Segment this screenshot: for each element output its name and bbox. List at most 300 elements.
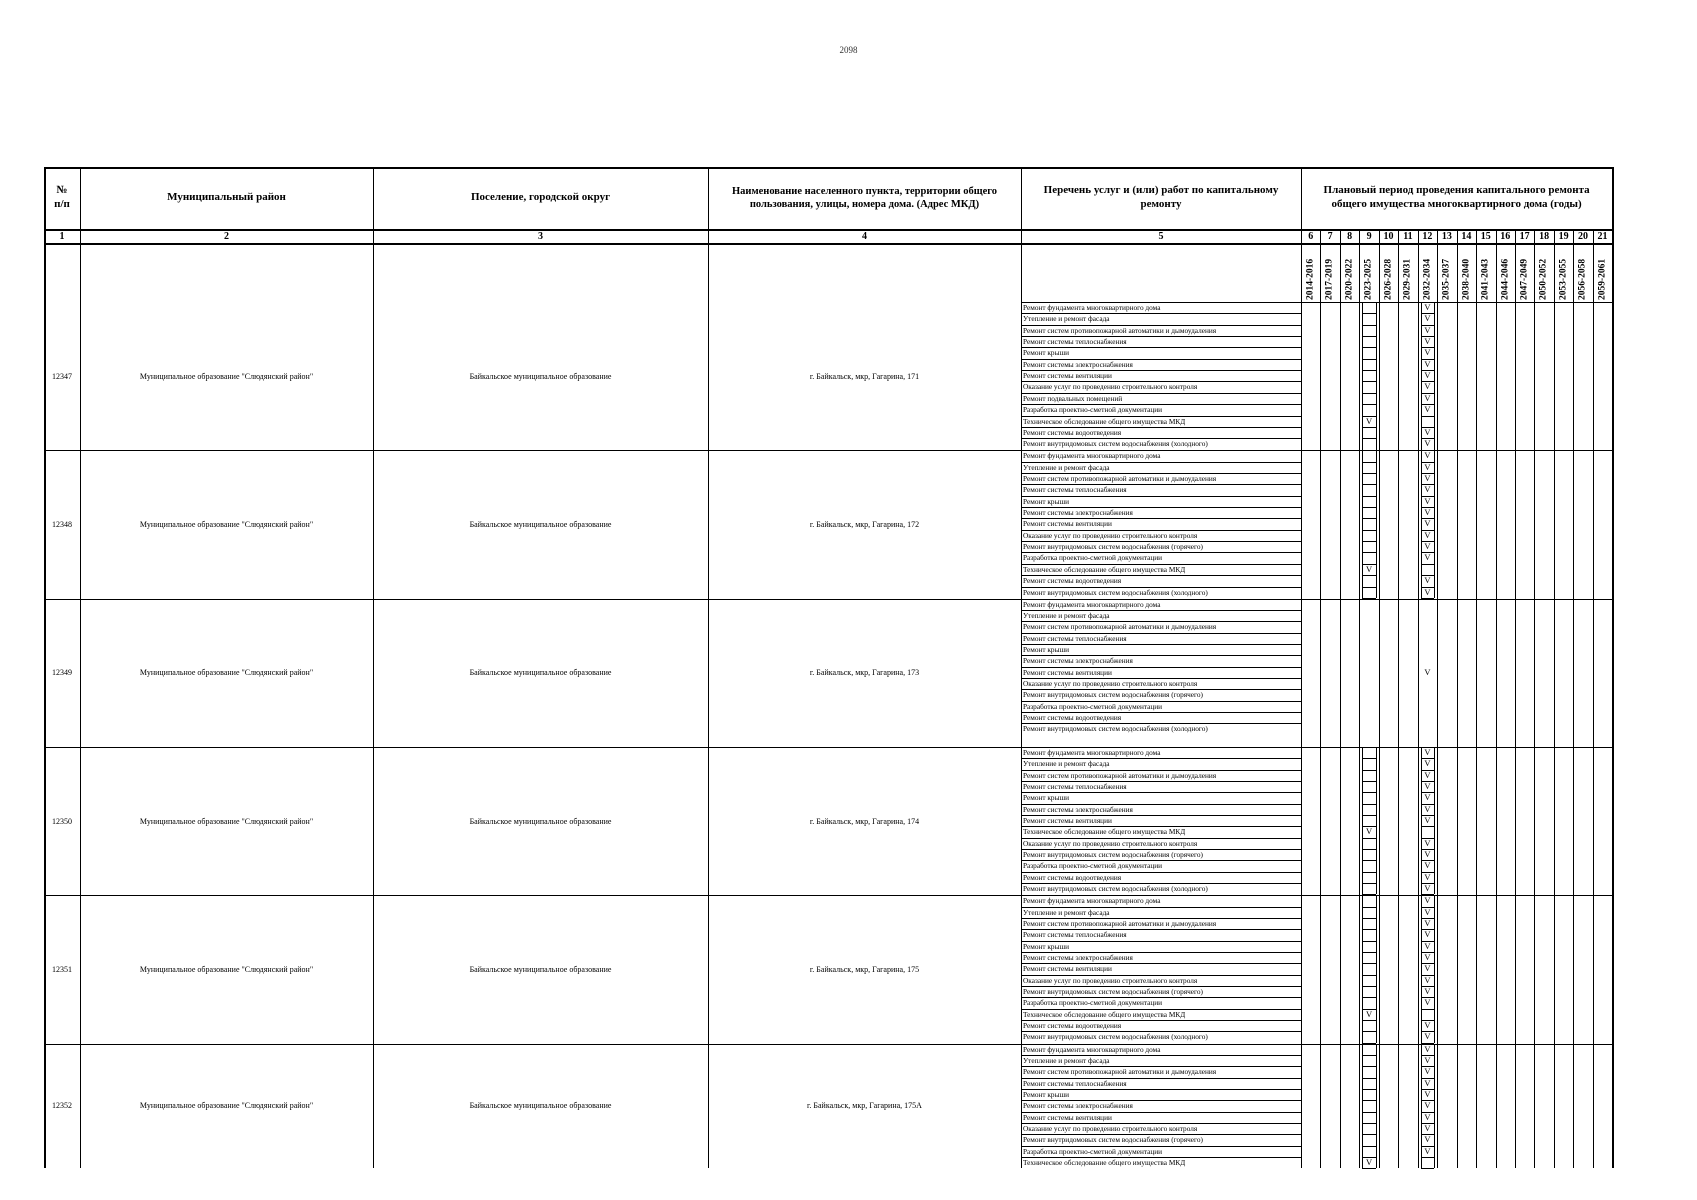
- plan-mark: V: [1424, 837, 1431, 848]
- service-item: Ремонт подвальных помещений: [1023, 393, 1123, 403]
- plan-mark: V: [1424, 803, 1431, 814]
- period-row-line: [1362, 1020, 1375, 1021]
- period-row-line: [1421, 575, 1434, 576]
- period-row-line: [1421, 336, 1434, 337]
- service-row-line: [1021, 610, 1301, 611]
- period-row-line: [1362, 1031, 1375, 1032]
- plan-mark: V: [1424, 552, 1431, 563]
- period-row-line: [1421, 518, 1434, 519]
- column-number: 16: [1500, 231, 1511, 242]
- period-sub-line: [1434, 1044, 1435, 1169]
- service-item: Оказание услуг по проведению строительного контроля: [1023, 530, 1198, 540]
- service-item: Ремонт системы электроснабжения: [1023, 656, 1133, 666]
- period-sub-line: [1362, 895, 1363, 1043]
- service-row-line: [1021, 1031, 1301, 1032]
- plan-mark: V: [1424, 450, 1431, 461]
- service-item: Ремонт крыши: [1023, 793, 1070, 803]
- column-number: 10: [1383, 231, 1394, 242]
- period-row-line: [1362, 1168, 1375, 1169]
- period-sub-line: [1421, 895, 1422, 1043]
- period-row-line: [1362, 564, 1375, 565]
- plan-mark: V: [1424, 438, 1431, 449]
- service-row-line: [1021, 883, 1301, 884]
- service-row-line: [1021, 952, 1301, 953]
- plan-mark: V: [1424, 746, 1431, 757]
- column-number: 1: [59, 231, 65, 242]
- service-row-line: [1021, 1055, 1301, 1056]
- year-column-border: [1359, 229, 1360, 1168]
- period-row-line: [1362, 1157, 1375, 1158]
- period-row-line: [1421, 393, 1434, 394]
- record-separator: [44, 895, 1612, 896]
- column-number: 2: [224, 231, 229, 242]
- plan-mark: V: [1424, 575, 1431, 586]
- period-sub-line: [1421, 1044, 1422, 1169]
- plan-mark: V: [1424, 860, 1431, 871]
- period-row-line: [1421, 530, 1434, 531]
- service-row-line: [1021, 347, 1301, 348]
- record-separator: [44, 1044, 1612, 1045]
- year-label: 2014-2016: [1305, 258, 1316, 300]
- period-row-line: [1421, 1066, 1434, 1067]
- service-row-line: [1021, 370, 1301, 371]
- header-district: Муниципальный район: [167, 191, 286, 204]
- period-row-line: [1421, 781, 1434, 782]
- plan-mark: V: [1424, 667, 1431, 678]
- table-top-border: [44, 167, 1612, 169]
- plan-mark: V: [1424, 1122, 1431, 1133]
- year-column-border: [1340, 229, 1341, 1168]
- plan-mark: V: [1424, 929, 1431, 940]
- period-row-line: [1362, 462, 1375, 463]
- service-item: Ремонт систем противопожарной автоматики и дымоудаления: [1023, 325, 1217, 335]
- service-item: Утепление и ремонт фасада: [1023, 1055, 1110, 1065]
- service-row-line: [1021, 758, 1301, 759]
- plan-mark: V: [1424, 815, 1431, 825]
- service-item: Ремонт системы вентиляции: [1023, 964, 1112, 974]
- period-row-line: [1421, 975, 1434, 976]
- service-row-line: [1021, 1009, 1301, 1010]
- service-item: Утепление и ремонт фасада: [1023, 314, 1110, 324]
- record-num: 12352: [52, 1101, 72, 1111]
- service-item: Оказание услуг по проведению строительного контроля: [1023, 1123, 1198, 1133]
- period-row-line: [1421, 1100, 1434, 1101]
- period-row-line: [1421, 941, 1434, 942]
- service-row-line: [1021, 781, 1301, 782]
- period-row-line: [1362, 1055, 1375, 1056]
- record-settlement: Байкальское муниципальное образование: [469, 668, 612, 678]
- service-row-line: [1021, 1146, 1301, 1147]
- service-item: Ремонт внутридомовых систем водоснабжения (горячего): [1023, 1135, 1203, 1145]
- period-row-line: [1362, 1100, 1375, 1101]
- period-sub-line: [1434, 747, 1435, 895]
- service-row-line: [1021, 644, 1301, 645]
- record-address: г. Байкальск, мкр, Гагарина, 175: [809, 964, 920, 974]
- period-row-line: [1421, 838, 1434, 839]
- period-sub-line: [1362, 450, 1363, 598]
- service-item: Утепление и ремонт фасада: [1023, 907, 1110, 917]
- service-row-line: [1021, 1157, 1301, 1158]
- service-row-line: [1021, 1123, 1301, 1124]
- period-row-line: [1421, 929, 1434, 930]
- period-row-line: [1421, 758, 1434, 759]
- column-border: [708, 167, 709, 1168]
- service-item: Ремонт фундамента многоквартирного дома: [1023, 747, 1161, 757]
- period-sub-line: [1421, 450, 1422, 598]
- plan-mark: V: [1424, 792, 1431, 803]
- period-row-line: [1421, 1009, 1434, 1010]
- period-row-line: [1421, 484, 1434, 485]
- service-row-line: [1021, 1020, 1301, 1021]
- period-row-line: [1362, 1112, 1375, 1113]
- plan-mark: V: [1424, 1031, 1431, 1042]
- period-row-line: [1421, 564, 1434, 565]
- plan-mark: V: [1424, 963, 1431, 974]
- period-row-line: [1421, 1020, 1434, 1021]
- plan-mark: V: [1424, 1100, 1431, 1111]
- period-row-line: [1362, 997, 1375, 998]
- column-border: [80, 167, 81, 1168]
- service-item: Ремонт крыши: [1023, 941, 1070, 951]
- year-column-border: [1554, 229, 1555, 1168]
- period-row-line: [1421, 1134, 1434, 1135]
- service-row-line: [1021, 336, 1301, 337]
- plan-mark: V: [1424, 1134, 1431, 1145]
- service-item: Техническое обследование общего имущества МКД: [1023, 1009, 1186, 1019]
- period-row-line: [1421, 883, 1434, 884]
- service-item: Ремонт системы теплоснабжения: [1023, 781, 1127, 791]
- service-item: Оказание услуг по проведению строительного контроля: [1023, 975, 1198, 985]
- record-num: 12348: [52, 519, 72, 529]
- header-num: № п/п: [54, 184, 70, 210]
- period-sub-line: [1376, 1044, 1377, 1169]
- service-row-line: [1021, 427, 1301, 428]
- service-row-line: [1021, 621, 1301, 622]
- period-row-line: [1421, 496, 1434, 497]
- column-number: 4: [862, 231, 867, 242]
- plan-mark: V: [1424, 313, 1431, 324]
- record-settlement: Байкальское муниципальное образование: [469, 816, 612, 826]
- service-item: Разработка проектно-сметной документации: [1023, 861, 1163, 871]
- year-label: 2038-2040: [1461, 258, 1472, 300]
- year-column-border: [1534, 229, 1535, 1168]
- service-item: Ремонт системы вентиляции: [1023, 667, 1112, 677]
- period-row-line: [1421, 438, 1434, 439]
- column-border: [44, 167, 46, 1168]
- period-row-line: [1421, 370, 1434, 371]
- period-sub-line: [1434, 450, 1435, 598]
- service-row-line: [1021, 325, 1301, 326]
- period-row-line: [1362, 918, 1375, 919]
- table-right-border: [1612, 167, 1614, 229]
- service-item: Оказание услуг по проведению строительного контроля: [1023, 679, 1198, 689]
- period-row-line: [1362, 325, 1375, 326]
- service-item: Ремонт фундамента многоквартирного дома: [1023, 303, 1161, 312]
- header-address: Наименование населенного пункта, территории общего пользования, улицы, номера дома. (Адрес МКД): [731, 185, 997, 210]
- period-row-line: [1362, 770, 1375, 771]
- plan-mark: V: [1424, 586, 1431, 597]
- period-row-line: [1362, 963, 1375, 964]
- service-row-line: [1021, 484, 1301, 485]
- plan-mark: V: [1424, 906, 1431, 917]
- period-row-line: [1362, 975, 1375, 976]
- year-column-border: [1418, 229, 1419, 1168]
- period-row-line: [1362, 849, 1375, 850]
- plan-mark: V: [1424, 1066, 1431, 1077]
- year-label: 2023-2025: [1364, 258, 1375, 300]
- plan-mark: V: [1365, 415, 1373, 426]
- service-row-line: [1021, 804, 1301, 805]
- service-row-line: [1021, 678, 1301, 679]
- period-row-line: [1362, 883, 1375, 884]
- service-row-line: [1021, 313, 1301, 314]
- service-row-line: [1021, 633, 1301, 634]
- period-sub-line: [1362, 1044, 1363, 1169]
- period-row-line: [1421, 416, 1434, 417]
- record-address: г. Байкальск, мкр, Гагарина, 175А: [807, 1101, 922, 1111]
- period-row-line: [1421, 907, 1434, 908]
- service-item: Ремонт систем противопожарной автоматики и дымоудаления: [1023, 770, 1217, 780]
- plan-mark: V: [1424, 940, 1431, 951]
- period-row-line: [1421, 986, 1434, 987]
- service-item: Ремонт системы теплоснабжения: [1023, 337, 1127, 347]
- period-row-line: [1362, 826, 1375, 827]
- service-item: Ремонт системы водоотведения: [1023, 427, 1122, 437]
- column-number-bottom-line: [44, 243, 1612, 245]
- plan-mark: V: [1424, 1020, 1431, 1031]
- column-number: 19: [1558, 231, 1569, 242]
- header-period: Плановый период проведения капитального ремонта общего имущества многоквартирного дома (годы): [1323, 184, 1590, 210]
- column-border: [373, 167, 374, 1168]
- period-sub-line: [1421, 747, 1422, 895]
- plan-mark: V: [1424, 370, 1431, 381]
- period-row-line: [1362, 781, 1375, 782]
- service-row-line: [1021, 655, 1301, 656]
- plan-mark: V: [1424, 997, 1431, 1008]
- year-column-border: [1457, 229, 1458, 1168]
- plan-mark: V: [1424, 1111, 1431, 1122]
- service-item: Ремонт внутридомовых систем водоснабжения (горячего): [1023, 850, 1203, 860]
- service-item: Ремонт крыши: [1023, 348, 1070, 358]
- service-row-line: [1021, 541, 1301, 542]
- period-row-line: [1362, 393, 1375, 394]
- period-row-line: [1421, 963, 1434, 964]
- service-item: Ремонт системы теплоснабжения: [1023, 1078, 1127, 1088]
- service-row-line: [1021, 792, 1301, 793]
- column-number: 3: [538, 231, 543, 242]
- record-address: г. Байкальск, мкр, Гагарина, 171: [809, 371, 920, 381]
- period-row-line: [1421, 997, 1434, 998]
- record-num: 12347: [52, 371, 72, 381]
- service-row-line: [1021, 1100, 1301, 1101]
- period-sub-line: [1434, 302, 1435, 450]
- service-row-line: [1021, 1066, 1301, 1067]
- plan-mark: V: [1424, 986, 1431, 996]
- service-row-line: [1021, 1134, 1301, 1135]
- service-row-line: [1021, 381, 1301, 382]
- column-number: 7: [1327, 231, 1333, 242]
- service-row-line: [1021, 997, 1301, 998]
- plan-mark: V: [1424, 1145, 1431, 1156]
- plan-mark: V: [1424, 1088, 1431, 1099]
- service-item: Ремонт систем противопожарной автоматики и дымоудаления: [1023, 1067, 1217, 1077]
- period-row-line: [1362, 804, 1375, 805]
- period-row-line: [1362, 473, 1375, 474]
- record-settlement: Байкальское муниципальное образование: [469, 1101, 612, 1111]
- service-item: Ремонт системы электроснабжения: [1023, 952, 1133, 962]
- period-row-line: [1421, 849, 1434, 850]
- plan-mark: V: [1424, 347, 1431, 358]
- year-label: 2029-2031: [1402, 258, 1413, 300]
- service-item: Ремонт системы электроснабжения: [1023, 359, 1133, 369]
- year-column-border: [1593, 229, 1594, 1168]
- record-num: 12349: [52, 668, 72, 678]
- column-number: 8: [1347, 231, 1353, 242]
- period-row-line: [1362, 438, 1375, 439]
- service-item: Ремонт системы теплоснабжения: [1023, 485, 1127, 495]
- service-row-line: [1021, 723, 1301, 724]
- plan-mark: V: [1424, 895, 1431, 906]
- period-row-line: [1421, 860, 1434, 861]
- record-address: г. Байкальск, мкр, Гагарина, 173: [809, 668, 920, 678]
- period-row-line: [1362, 792, 1375, 793]
- period-row-line: [1421, 473, 1434, 474]
- plan-mark: V: [1424, 541, 1431, 552]
- service-row-line: [1021, 575, 1301, 576]
- period-row-line: [1362, 552, 1375, 553]
- service-item: Разработка проектно-сметной документации: [1023, 701, 1163, 711]
- period-row-line: [1421, 1031, 1434, 1032]
- period-row-line: [1421, 1055, 1434, 1056]
- year-column-border: [1437, 229, 1438, 1168]
- service-item: Ремонт системы водоотведения: [1023, 872, 1122, 882]
- column-number: 18: [1539, 231, 1550, 242]
- service-item: Ремонт системы вентиляции: [1023, 816, 1112, 825]
- record-num: 12350: [52, 816, 72, 826]
- year-column-border: [1320, 229, 1321, 1168]
- service-row-line: [1021, 438, 1301, 439]
- record-settlement: Байкальское муниципальное образование: [469, 371, 612, 381]
- record-separator: [44, 599, 1612, 600]
- service-row-line: [1021, 860, 1301, 861]
- service-item: Ремонт системы теплоснабжения: [1023, 633, 1127, 643]
- service-row-line: [1021, 770, 1301, 771]
- service-row-line: [1021, 507, 1301, 508]
- column-number: 15: [1480, 231, 1491, 242]
- year-column-border: [1573, 229, 1574, 1168]
- plan-mark: V: [1424, 336, 1431, 347]
- service-row-line: [1021, 815, 1301, 816]
- period-row-line: [1421, 381, 1434, 382]
- header-bottom-line: [44, 229, 1612, 231]
- period-row-line: [1421, 1112, 1434, 1113]
- plan-mark: V: [1424, 974, 1431, 985]
- period-row-line: [1362, 941, 1375, 942]
- plan-mark: V: [1424, 507, 1431, 518]
- column-number: 5: [1158, 231, 1164, 242]
- service-row-line: [1021, 530, 1301, 531]
- service-item: Ремонт системы электроснабжения: [1023, 508, 1133, 518]
- service-row-line: [1021, 359, 1301, 360]
- service-row-line: [1021, 918, 1301, 919]
- plan-mark: V: [1424, 518, 1431, 529]
- service-row-line: [1021, 689, 1301, 690]
- column-number: 6: [1308, 231, 1314, 242]
- service-item: Ремонт внутридомовых систем водоснабжения (горячего): [1023, 690, 1203, 700]
- plan-mark: V: [1424, 358, 1431, 369]
- service-item: Ремонт внутридомовых систем водоснабжения (холодного): [1023, 439, 1208, 449]
- period-sub-line: [1421, 302, 1422, 450]
- column-number: 17: [1519, 231, 1530, 242]
- period-row-line: [1421, 826, 1434, 827]
- record-settlement: Байкальское муниципальное образование: [469, 519, 612, 529]
- period-row-line: [1362, 359, 1375, 360]
- period-row-line: [1362, 1134, 1375, 1135]
- plan-mark: V: [1424, 1077, 1431, 1088]
- column-border: [1021, 167, 1022, 1168]
- period-row-line: [1362, 952, 1375, 953]
- record-district: Муниципальное образование "Слюдянский район": [139, 816, 314, 826]
- column-number: 21: [1597, 231, 1608, 242]
- record-settlement: Байкальское муниципальное образование: [469, 964, 612, 974]
- service-row-line: [1021, 393, 1301, 394]
- service-row-line: [1021, 975, 1301, 976]
- plan-mark: V: [1424, 426, 1431, 437]
- period-row-line: [1421, 815, 1434, 816]
- period-row-line: [1362, 507, 1375, 508]
- period-row-line: [1421, 313, 1434, 314]
- period-row-line: [1362, 370, 1375, 371]
- period-sub-line: [1362, 302, 1363, 450]
- service-row-line: [1021, 701, 1301, 702]
- period-row-line: [1362, 575, 1375, 576]
- service-item: Разработка проектно-сметной документации: [1023, 1146, 1163, 1156]
- year-label: 2035-2037: [1441, 258, 1452, 300]
- plan-mark: V: [1424, 302, 1431, 312]
- year-label: 2026-2028: [1383, 258, 1394, 300]
- period-row-line: [1362, 1009, 1375, 1010]
- period-row-line: [1362, 313, 1375, 314]
- year-label: 2056-2058: [1578, 258, 1589, 300]
- service-item: Ремонт системы вентиляции: [1023, 519, 1112, 529]
- record-district: Муниципальное образование "Слюдянский район": [139, 371, 314, 381]
- plan-mark: V: [1424, 495, 1431, 506]
- column-number: 12: [1422, 231, 1433, 242]
- period-row-line: [1421, 427, 1434, 428]
- period-row-line: [1421, 1146, 1434, 1147]
- service-row-line: [1021, 518, 1301, 519]
- plan-mark: V: [1424, 392, 1431, 403]
- period-row-line: [1362, 1078, 1375, 1079]
- plan-mark: V: [1365, 826, 1373, 837]
- service-item: Утепление и ремонт фасада: [1023, 610, 1110, 620]
- year-label: 2020-2022: [1344, 258, 1355, 300]
- plan-mark: V: [1424, 404, 1431, 415]
- period-row-line: [1362, 929, 1375, 930]
- period-row-line: [1362, 838, 1375, 839]
- plan-mark: V: [1424, 381, 1431, 392]
- service-row-line: [1021, 496, 1301, 497]
- plan-mark: V: [1365, 563, 1373, 574]
- year-column-border: [1612, 229, 1614, 1168]
- service-item: Ремонт внутридомовых систем водоснабжения (холодного): [1023, 884, 1208, 894]
- period-row-line: [1421, 325, 1434, 326]
- period-row-line: [1362, 541, 1375, 542]
- period-row-line: [1421, 804, 1434, 805]
- period-row-line: [1421, 770, 1434, 771]
- service-item: Ремонт внутридомовых систем водоснабжения (горячего): [1023, 542, 1203, 552]
- plan-mark: V: [1424, 324, 1431, 335]
